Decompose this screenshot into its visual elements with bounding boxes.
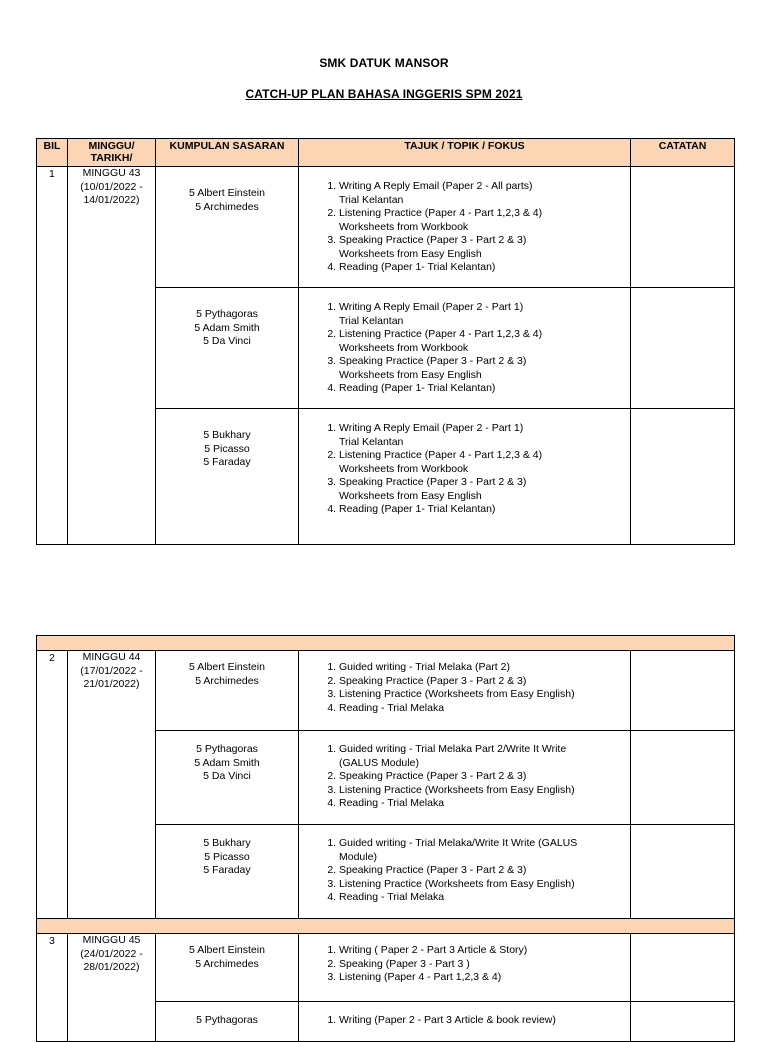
- class-name: 5 Archimedes: [195, 957, 259, 970]
- topics-cell: [299, 651, 631, 731]
- topic-item: 3. Listening (Paper 4 - Part 1,2,3 & 4): [339, 971, 630, 985]
- topic-item: 3. Speaking Practice (Paper 3 - Part 2 & 3) Worksheets from Easy English: [339, 476, 630, 503]
- class-name: 5 Picasso: [204, 850, 250, 863]
- topic-item: 1. Guided writing - Trial Melaka (Part 2): [339, 661, 630, 675]
- school-name: SMK DATUK MANSOR: [319, 56, 449, 70]
- target-groups-cell: [156, 1002, 299, 1042]
- bil-cell: 2: [37, 651, 68, 919]
- topics-cell: [299, 825, 631, 919]
- topic-item: 3. Listening Practice (Worksheets from Easy English): [339, 784, 630, 798]
- topic-item: 4. Reading (Paper 1- Trial Kelantan): [339, 503, 630, 517]
- header-kumpulan-sasaran: KUMPULAN SASARAN: [156, 139, 299, 167]
- class-name: 5 Da Vinci: [203, 335, 251, 347]
- topic-item: 1. Writing ( Paper 2 - Part 3 Article & Story): [339, 944, 630, 958]
- week-cell: MINGGU 43 (10/01/2022 - 14/01/2022): [68, 167, 156, 545]
- topics-cell: [299, 167, 631, 288]
- topics-cell: [299, 731, 631, 825]
- topic-item: 2. Speaking Practice (Paper 3 - Part 2 & 3): [339, 770, 630, 784]
- class-name: 5 Archimedes: [195, 200, 259, 213]
- notes-cell: [631, 1002, 735, 1042]
- topic-item: 4. Reading (Paper 1- Trial Kelantan): [339, 261, 630, 275]
- plan-table-week-1: [36, 138, 735, 545]
- class-name: 5 Albert Einstein: [189, 944, 265, 956]
- header-tajuk-topik-fokus: TAJUK / TOPIK / FOKUS: [299, 139, 631, 167]
- topic-item: 2. Speaking Practice (Paper 3 - Part 2 & 3): [339, 675, 630, 689]
- topic-item: 1. Writing A Reply Email (Paper 2 - All parts) Trial Kelantan: [339, 180, 630, 207]
- target-groups-cell: [156, 651, 299, 731]
- section-separator-row: [37, 636, 735, 651]
- topic-item: 1. Writing A Reply Email (Paper 2 - Part 1) Trial Kelantan: [339, 301, 630, 328]
- class-name: 5 Bukhary: [203, 837, 251, 849]
- topic-item: 2. Listening Practice (Paper 4 - Part 1,2,3 & 4) Worksheets from Workbook: [339, 328, 630, 355]
- topic-item: 4. Reading - Trial Melaka: [339, 891, 630, 905]
- class-name: 5 Archimedes: [195, 674, 259, 687]
- topic-item: 2. Listening Practice (Paper 4 - Part 1,2,3 & 4) Worksheets from Workbook: [339, 449, 630, 476]
- class-name: 5 Pythagoras: [196, 308, 258, 320]
- notes-cell: [631, 731, 735, 825]
- topic-item: 1. Guided writing - Trial Melaka/Write It Write (GALUS Module): [339, 837, 630, 864]
- topic-item: 4. Reading (Paper 1- Trial Kelantan): [339, 382, 630, 396]
- notes-cell: [631, 825, 735, 919]
- notes-cell: [631, 288, 735, 409]
- topic-item: 1. Writing (Paper 2 - Part 3 Article & book review): [339, 1014, 630, 1028]
- week-cell: MINGGU 44 (17/01/2022 - 21/01/2022): [68, 651, 156, 919]
- class-name: 5 Faraday: [203, 864, 251, 876]
- target-groups-cell: [156, 167, 299, 288]
- bil-cell: 1: [37, 167, 68, 545]
- header-catatan: CATATAN: [631, 139, 735, 167]
- target-groups-cell: [156, 409, 299, 545]
- notes-cell: [631, 651, 735, 731]
- class-name: 5 Albert Einstein: [189, 661, 265, 673]
- section-separator-row: [37, 919, 735, 934]
- target-groups-cell: [156, 288, 299, 409]
- table-row: [37, 167, 735, 288]
- plan-table-weeks-2-3: [36, 635, 735, 1042]
- notes-cell: [631, 934, 735, 1002]
- topic-item: 4. Reading - Trial Melaka: [339, 702, 630, 716]
- class-name: 5 Albert Einstein: [189, 187, 265, 199]
- bil-cell: 3: [37, 934, 68, 1042]
- notes-cell: [631, 167, 735, 288]
- topics-cell: [299, 934, 631, 1002]
- topic-item: 3. Listening Practice (Worksheets from Easy English): [339, 878, 630, 892]
- topic-item: 2. Speaking Practice (Paper 3 - Part 2 & 3): [339, 864, 630, 878]
- class-name: 5 Faraday: [203, 456, 251, 468]
- topics-cell: [299, 409, 631, 545]
- target-groups-cell: [156, 731, 299, 825]
- topics-cell: [299, 288, 631, 409]
- table-row: [37, 651, 735, 731]
- topic-item: 3. Listening Practice (Worksheets from Easy English): [339, 688, 630, 702]
- class-name: 5 Pythagoras: [196, 743, 258, 755]
- topic-item: 2. Speaking (Paper 3 - Part 3 ): [339, 958, 630, 972]
- header-minggu-tarikh: MINGGU/ TARIKH/: [68, 139, 156, 167]
- notes-cell: [631, 409, 735, 545]
- table-header-row: [37, 139, 735, 167]
- class-name: 5 Da Vinci: [203, 770, 251, 782]
- class-name: 5 Pythagoras: [196, 1014, 258, 1026]
- class-name: 5 Adam Smith: [194, 756, 260, 769]
- class-name: 5 Picasso: [204, 442, 250, 455]
- target-groups-cell: [156, 825, 299, 919]
- header-bil: BIL: [37, 139, 68, 167]
- topic-item: 1. Guided writing - Trial Melaka Part 2/Write It Write (GALUS Module): [339, 743, 630, 770]
- topics-cell: [299, 1002, 631, 1042]
- topic-item: 1. Writing A Reply Email (Paper 2 - Part 1) Trial Kelantan: [339, 422, 630, 449]
- topic-item: 4. Reading - Trial Melaka: [339, 797, 630, 811]
- class-name: 5 Adam Smith: [194, 321, 260, 334]
- class-name: 5 Bukhary: [203, 429, 251, 441]
- target-groups-cell: [156, 934, 299, 1002]
- week-cell: MINGGU 45 (24/01/2022 - 28/01/2022): [68, 934, 156, 1042]
- plan-title: CATCH-UP PLAN BAHASA INGGERIS SPM 2021: [245, 87, 523, 101]
- topic-item: 3. Speaking Practice (Paper 3 - Part 2 & 3) Worksheets from Easy English: [339, 355, 630, 382]
- table-row: [37, 934, 735, 1002]
- topic-item: 3. Speaking Practice (Paper 3 - Part 2 & 3) Worksheets from Easy English: [339, 234, 630, 261]
- topic-item: 2. Listening Practice (Paper 4 - Part 1,2,3 & 4) Worksheets from Workbook: [339, 207, 630, 234]
